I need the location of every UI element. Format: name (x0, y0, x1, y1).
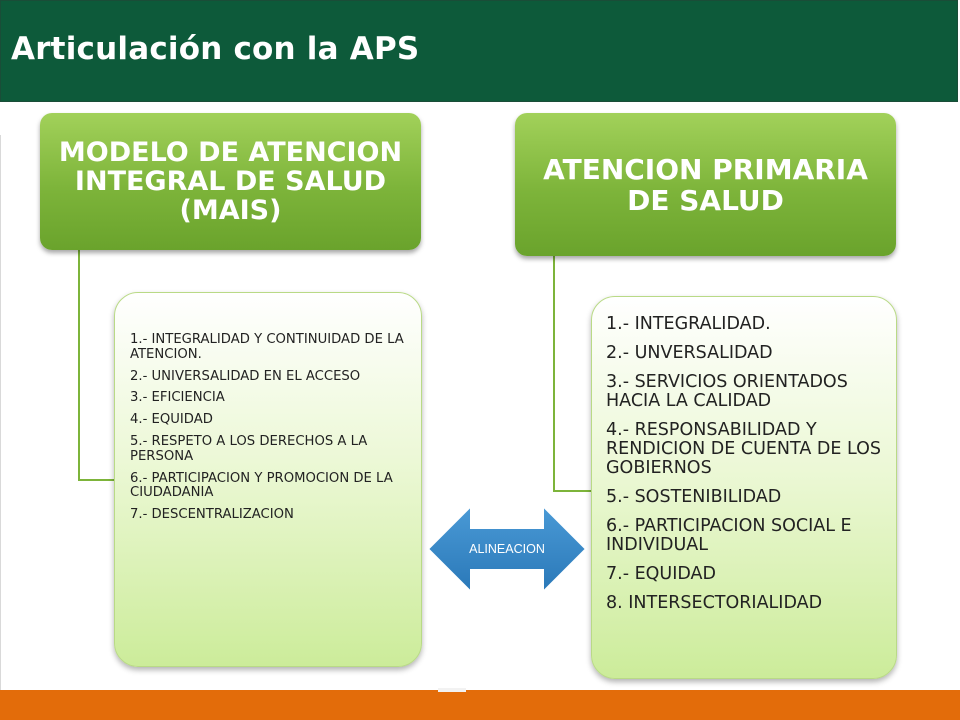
aps-heading-box (515, 113, 896, 256)
aps-item: 6.- PARTICIPACION SOCIAL E INDIVIDUAL (606, 516, 852, 555)
footer-bar (0, 690, 960, 720)
mais-heading-box (40, 113, 421, 250)
alignment-double-arrow (426, 505, 588, 593)
aps-item: 5.- SOSTENIBILIDAD (606, 487, 782, 507)
alignment-label: ALINEACION (469, 542, 545, 556)
aps-connector-line (553, 256, 593, 492)
mais-item: 7.- DESCENTRALIZACION (130, 507, 294, 523)
mais-item: 4.- EQUIDAD (130, 412, 213, 428)
footer-notch (438, 688, 466, 692)
left-divider (0, 135, 1, 690)
aps-item: 8. INTERSECTORIALIDAD (606, 593, 823, 613)
mais-connector-line (78, 250, 116, 481)
mais-item: 6.- PARTICIPACION Y PROMOCION DE LA CIUDADANIA (130, 470, 393, 501)
mais-item: 3.- EFICIENCIA (130, 390, 225, 406)
aps-item: 4.- RESPONSABILIDAD Y RENDICION DE CUENTA DE LOS GOBIERNOS (606, 420, 881, 478)
mais-item: 1.- INTEGRALIDAD Y CONTINUIDAD DE LA ATENCION. (130, 332, 404, 362)
aps-item: 2.- UNVERSALIDAD (606, 343, 773, 363)
mais-item: 5.- RESPETO A LOS DERECHOS A LA PERSONA (130, 433, 368, 464)
aps-item: 3.- SERVICIOS ORIENTADOS HACIA LA CALIDAD (606, 372, 848, 411)
mais-principles-box (114, 292, 422, 667)
mais-heading-text: MODELO DE ATENCION INTEGRAL DE SALUD (MAIS) (58, 137, 403, 226)
aps-item: 1.- INTEGRALIDAD. (606, 314, 771, 334)
aps-item: 7.- EQUIDAD (606, 564, 716, 584)
aps-heading-text: ATENCION PRIMARIA DE SALUD (543, 152, 868, 217)
aps-principles-box (591, 296, 897, 679)
page-title: Articulación con la APS (11, 31, 420, 67)
title-bar (0, 0, 958, 102)
mais-item: 2.- UNIVERSALIDAD EN EL ACCESO (130, 368, 361, 384)
